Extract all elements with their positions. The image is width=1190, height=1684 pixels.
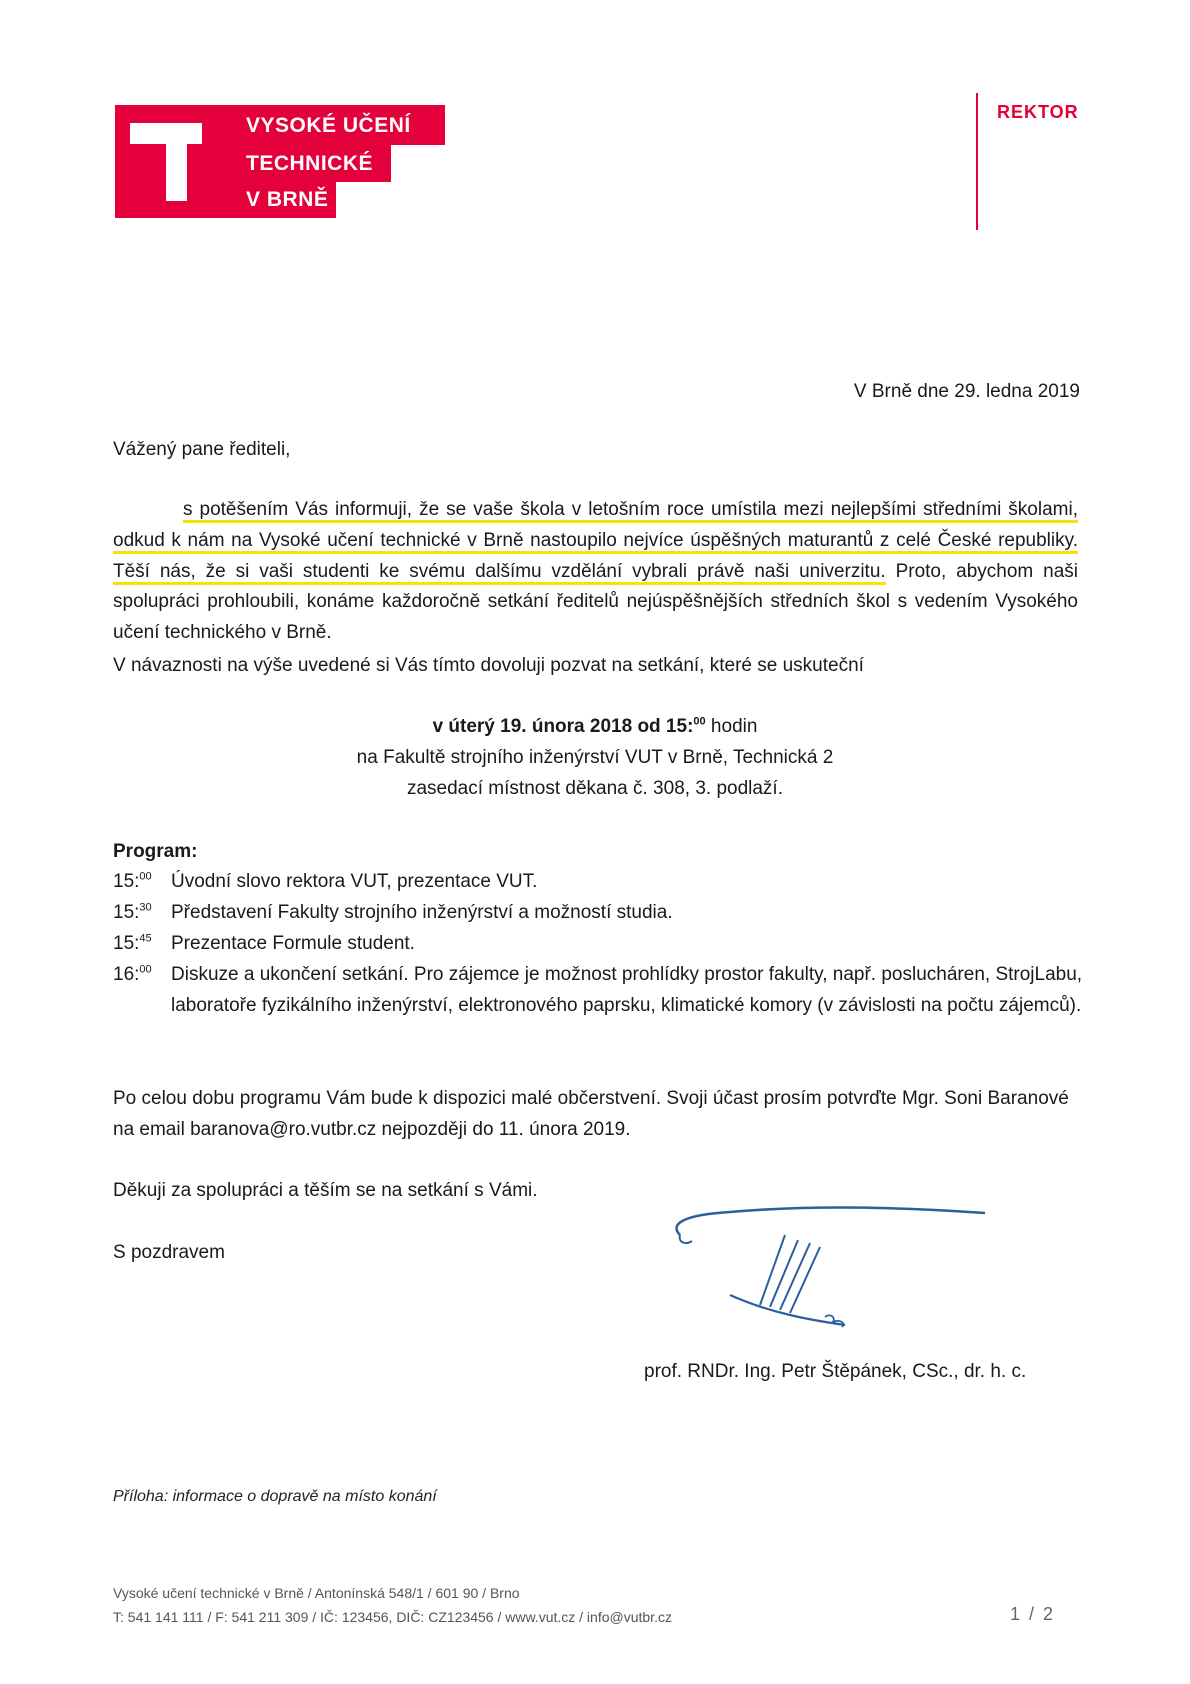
signature-image	[660, 1195, 1000, 1345]
attachment-note: Příloha: informace o dopravě na místo konání	[113, 1488, 437, 1505]
event-unit: hodin	[705, 716, 758, 737]
header-divider	[976, 93, 978, 230]
page-number: 1 / 2	[1009, 1604, 1055, 1624]
program-hour: 15:	[113, 902, 140, 923]
event-minutes: 00	[693, 715, 706, 728]
program-minute: 45	[139, 932, 152, 945]
footer-address: Vysoké učení technické v Brně / Antonínská 548/1 / 601 90 / Brno	[113, 1585, 520, 1601]
logo-text-line3: V BRNĚ	[246, 188, 329, 211]
university-logo	[115, 105, 445, 218]
program-hour: 15:	[113, 871, 140, 892]
signer-name: prof. RNDr. Ing. Petr Štěpánek, CSc., dr. h. c.	[644, 1361, 1027, 1382]
event-room: zasedací místnost děkana č. 308, 3. podlaží.	[406, 778, 783, 799]
event-date: v úterý 19. února 2018 od 15:	[432, 716, 694, 737]
invitation-line: V návaznosti na výše uvedené si Vás tímto dovoluji pozvat na setkání, které se uskuteční	[113, 655, 864, 676]
program-text: Představení Fakulty strojního inženýrství a možností studia.	[171, 902, 673, 923]
logo-text-line1: VYSOKÉ UČENÍ	[246, 114, 411, 137]
closing-line: S pozdravem	[113, 1242, 225, 1263]
event-date-line	[0, 711, 1190, 742]
program-hour: 15:	[113, 933, 140, 954]
program-hour: 16:	[113, 964, 140, 985]
program-item	[113, 866, 538, 897]
program-text: Diskuze a ukončení setkání. Pro zájemce je možnost prohlídky prostor fakulty, např. poslucháren, StrojLabu, laboratoře fyzikálního inženýrství, elektronového paprsku, klimatické komory (v závislosti na počtu zájemců).	[171, 964, 1083, 1016]
footer-contacts: T: 541 141 111 / F: 541 211 309 / IČ: 123456, DIČ: CZ123456 / www.vut.cz / info@vutbr.cz	[113, 1609, 672, 1625]
highlighted-text: s potěšením Vás informuji, že se vaše škola v letošním roce umístila mezi nejlepšími středními školami, odkud k nám na Vysoké učení technické v Brně nastoupilo nejvíce úspěšných maturantů z celé České republiky. Těší nás, že si vaši studenti ke svému dalšímu vzdělání vybrali právě naši univerzitu.	[113, 499, 1078, 585]
header-office-label: REKTOR	[997, 102, 1079, 122]
date-line: V Brně dne 29. ledna 2019	[853, 381, 1080, 402]
program-minute: 30	[139, 901, 152, 914]
thanks-line: Děkuji za spolupráci a těším se na setkání s Vámi.	[113, 1180, 538, 1201]
salutation: Vážený pane řediteli,	[113, 439, 291, 460]
program-text: Úvodní slovo rektora VUT, prezentace VUT.	[171, 871, 538, 892]
event-place: na Fakultě strojního inženýrství VUT v Brně, Technická 2	[356, 747, 834, 768]
program-item	[113, 959, 1091, 1016]
intro-paragraph	[113, 495, 1078, 649]
refreshment-paragraph: Po celou dobu programu Vám bude k dispozici malé občerstvení. Svoji účast prosím potvrďte Mgr. Soni Baranové na email baranova@ro.vutbr.cz nejpozději do 11. února 2019.	[113, 1088, 1069, 1140]
program-title: Program:	[113, 841, 198, 862]
intro-paragraph-rest: Proto, abychom naši spolupráci prohloubili, konáme každoročně setkání ředitelů nejúspěšnějších středních škol s vedením Vysokého učení technického v Brně.	[113, 560, 1078, 644]
program-item	[113, 928, 415, 959]
logo-text-line2: TECHNICKÉ	[246, 152, 374, 175]
program-minute: 00	[139, 963, 152, 976]
program-item	[113, 897, 673, 928]
program-text: Prezentace Formule student.	[171, 933, 415, 954]
program-minute: 00	[139, 870, 152, 883]
